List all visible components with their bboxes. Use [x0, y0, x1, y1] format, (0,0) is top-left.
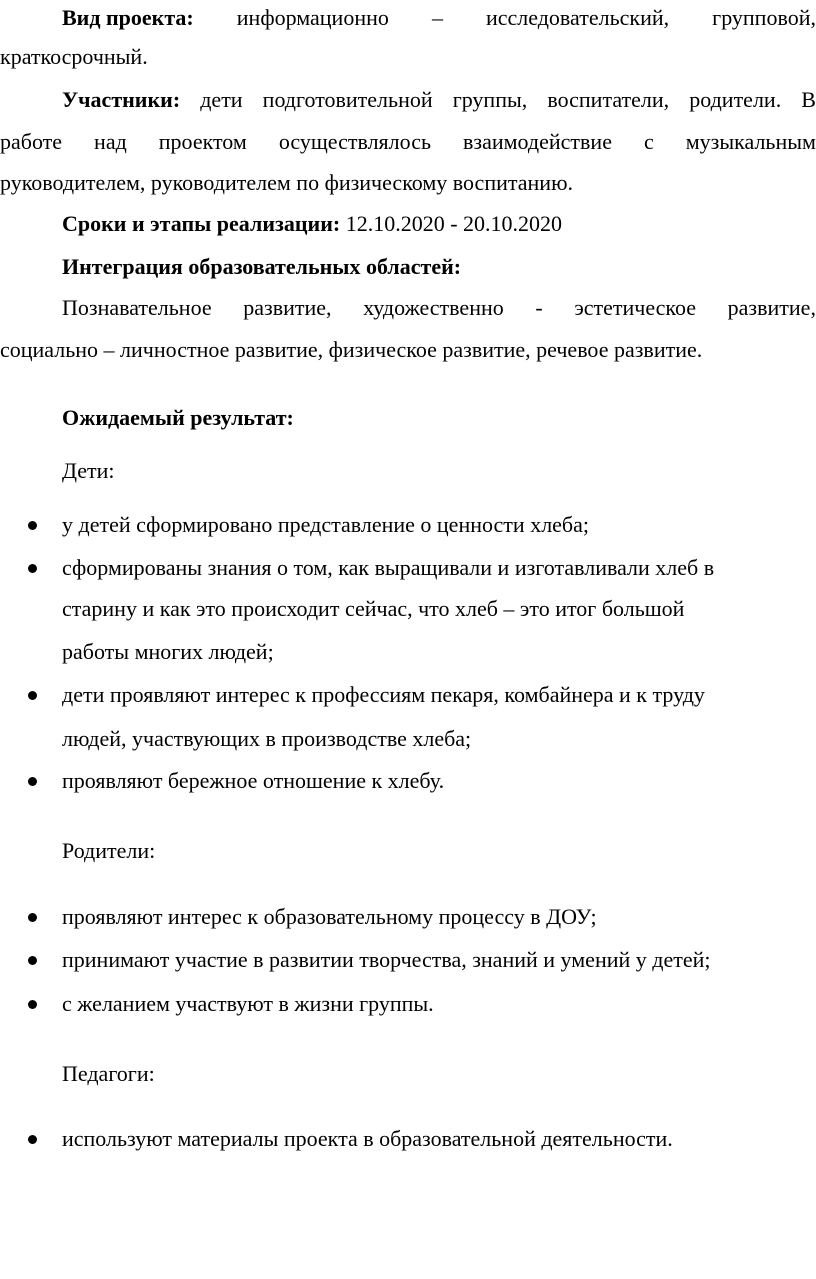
- list-item: сформированы знания о том, как выращивали и изготавливали хлеб в: [62, 555, 715, 580]
- word: осуществлялось: [278, 129, 432, 154]
- timeline-line: [62, 211, 816, 237]
- bullet-icon: [28, 564, 37, 573]
- participants-line-3: руководителем, руководителем по физическому воспитанию.: [0, 170, 573, 195]
- word: над: [94, 129, 127, 154]
- project-type-end: краткосрочный.: [0, 44, 148, 69]
- bullet-icon: [28, 1135, 37, 1144]
- word: воспитатели,: [547, 87, 670, 112]
- word: взаимодействие: [463, 129, 612, 154]
- word: дети: [200, 87, 243, 112]
- list-item-continuation: старину и как это происходит сейчас, что хлеб – это итог большой: [62, 596, 685, 621]
- list-item: проявляют бережное отношение к хлебу.: [62, 768, 445, 793]
- word: проектом: [158, 129, 247, 154]
- list-item: проявляют интерес к образовательному процессу в ДОУ;: [62, 904, 597, 929]
- word: группы,: [452, 87, 528, 112]
- bullet-icon: [28, 777, 37, 786]
- children-label: Дети:: [62, 458, 115, 483]
- word: исследовательский,: [485, 5, 670, 30]
- word: -: [535, 295, 543, 320]
- integration-line-1: [62, 295, 816, 321]
- word: эстетическое: [574, 295, 697, 320]
- list-item: принимают участие в развитии творчества, знаний и умений у детей;: [62, 947, 711, 972]
- word: –: [431, 5, 443, 30]
- list-item: у детей сформировано представление о ценности хлеба;: [62, 512, 590, 537]
- expected-heading: Ожидаемый результат:: [62, 405, 294, 430]
- word: подготовительной: [262, 87, 433, 112]
- bullet-icon: [28, 1000, 37, 1009]
- word: развитие,: [727, 295, 816, 320]
- participants-line-1: [62, 87, 816, 113]
- list-item: дети проявляют интерес к профессиям пекаря, комбайнера и к труду: [62, 682, 705, 707]
- bullet-icon: [28, 691, 37, 700]
- participants-label: Участники:: [62, 87, 181, 112]
- timeline-value: 12.10.2020 - 20.10.2020: [345, 211, 563, 236]
- word: родители.: [689, 87, 782, 112]
- list-item-continuation: работы многих людей;: [62, 639, 274, 664]
- project-type-label: Вид проекта:: [62, 5, 194, 30]
- teachers-label: Педагоги:: [62, 1061, 155, 1086]
- list-item: используют материалы проекта в образовательной деятельности.: [62, 1126, 673, 1151]
- bullet-icon: [28, 913, 37, 922]
- list-item-continuation: людей, участвующих в производстве хлеба;: [62, 726, 472, 751]
- word: с: [643, 129, 654, 154]
- bullet-icon: [28, 521, 37, 530]
- word: информационно: [236, 5, 389, 30]
- word: развитие,: [243, 295, 332, 320]
- word: В: [801, 87, 816, 112]
- timeline-label: Сроки и этапы реализации:: [62, 211, 341, 236]
- word: работе: [0, 129, 63, 154]
- word: Познавательное: [62, 295, 212, 320]
- project-type-line: [62, 5, 816, 31]
- participants-line-2: [0, 129, 816, 155]
- word: групповой,: [712, 5, 816, 30]
- word: музыкальным: [685, 129, 816, 154]
- integration-label: Интеграция образовательных областей:: [62, 254, 462, 279]
- parents-label: Родители:: [62, 838, 156, 863]
- list-item: с желанием участвуют в жизни группы.: [62, 991, 434, 1016]
- bullet-icon: [28, 956, 37, 965]
- word: художественно: [363, 295, 504, 320]
- integration-line-2: социально – личностное развитие, физическое развитие, речевое развитие.: [0, 337, 703, 362]
